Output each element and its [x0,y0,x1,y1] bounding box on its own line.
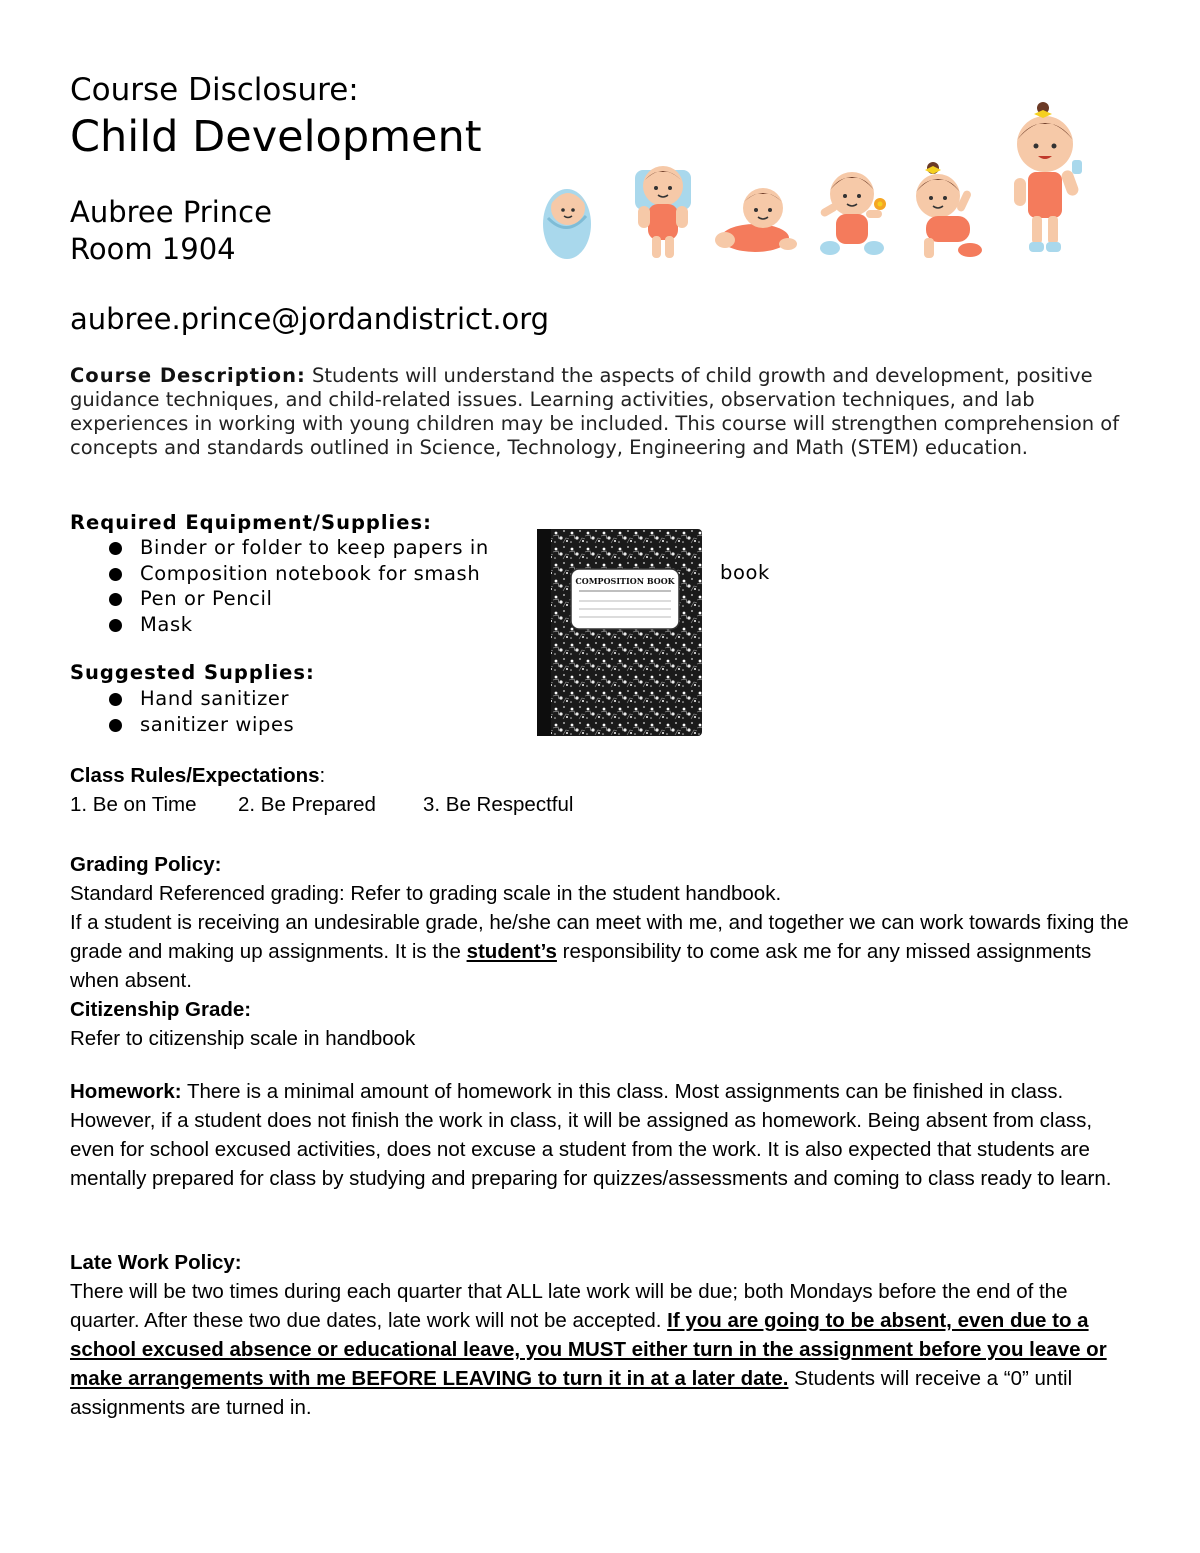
course-title: Child Development [70,112,482,162]
bullet-icon [109,619,122,632]
homework-label: Homework: [70,1080,182,1103]
suggested-supplies-list [70,686,530,737]
class-rules-colon: : [319,764,326,787]
composition-notebook-image [537,529,702,736]
bullet-icon [109,542,122,555]
list-item: sanitizer wipes [70,712,530,738]
course-description [70,364,1130,460]
class-rules-label: Class Rules/Expectations [70,764,320,787]
grading-policy-paragraph: If a student is receiving an undesirable grade, he/she can meet with me, and together we can work towards fixing the grade and making up assignments. It is the student’s responsibility to come ask me for any missed assignments when absent. [70,911,1129,992]
course-disclosure-label: Course Disclosure: [70,72,359,108]
rule-item: 3. Be Respectful [423,793,574,816]
homework-text: There is a minimal amount of homework in this class. Most assignments can be finished in class. However, if a student does not finish the work in class, it will be assigned as homework. Being absent from class, even for school excused activities, does not excuse a student from the work. It is also expected that students are mentally prepared for class by studying and preparing for quizzes/assessments and coming to class ready to learn. [70,1080,1112,1190]
citizenship-grade-text: Refer to citizenship scale in handbook [70,1027,416,1050]
grading-policy-label: Grading Policy: [70,853,222,876]
citizenship-grade-label: Citizenship Grade: [70,998,252,1021]
list-item: Pen or Pencil [70,586,530,612]
baby-on-blanket-icon [635,166,691,258]
emphasis-text: student’s [466,940,557,963]
required-supplies-label: Required Equipment/Supplies: [70,511,432,534]
course-description-label: Course Description: [70,364,306,387]
grading-policy-line1: Standard Referenced grading: Refer to grading scale in the student handbook. [70,882,782,905]
bullet-icon [109,593,122,606]
crawling-baby-with-bow-icon [916,162,982,258]
room-number: Room 1904 [70,232,236,266]
late-work-section [70,1248,1132,1422]
homework-section [70,1077,1140,1193]
rule-item: 1. Be on Time [70,793,197,816]
standing-toddler-icon [1014,102,1082,252]
list-item: Hand sanitizer [70,686,530,712]
list-item: Mask [70,612,530,638]
required-supplies-list [70,535,530,637]
list-item: Binder or folder to keep papers in [70,535,530,561]
late-work-label: Late Work Policy: [70,1251,242,1274]
required-item-overflow-word: book [720,561,770,584]
teacher-email[interactable]: aubree.prince@jordandistrict.org [70,302,550,336]
grading-policy-section [70,850,1140,1053]
class-rules-heading [70,764,325,788]
swaddled-baby-icon [543,189,591,259]
course-description-text: Students will understand the aspects of child growth and development, positive guidance techniques, and child-related issues. Learning activities, observation techniques, and lab experiences in working with young children may be included. This course will strengthen comprehension of concepts and standards outlined in Science, Technology, Engineering and Math (STEM) education. [70,364,1120,459]
bullet-icon [109,719,122,732]
child-growth-stages-illustration [530,98,1100,268]
late-work-emphasis: If you are going to be absent, even due to a school excused absence or educational leave, you MUST either turn in the assignment before you leave or make arrangements with me BEFORE LEAVING to turn it in at a later date. [70,1309,1107,1390]
sitting-baby-with-flower-icon [819,172,886,255]
lying-baby-icon [715,188,797,252]
list-item: Composition notebook for smash [70,561,530,587]
notebook-cover-label: COMPOSITION BOOK [575,576,675,586]
bullet-icon [109,693,122,706]
suggested-supplies-label: Suggested Supplies: [70,661,315,684]
bullet-icon [109,568,122,581]
teacher-name: Aubree Prince [70,195,272,229]
rule-item: 2. Be Prepared [238,793,376,816]
late-work-text: There will be two times during each quarter that ALL late work will be due; both Mondays before the end of the quarter. After these two due dates, late work will not be accepted. If you are going to be absent, even due to a school excused absence or educational leave, you MUST either turn in the assignment before you leave or make arrangements with me BEFORE LEAVING to turn it in at a later date. Students will receive a “0” until assignments are turned in. [70,1280,1107,1419]
